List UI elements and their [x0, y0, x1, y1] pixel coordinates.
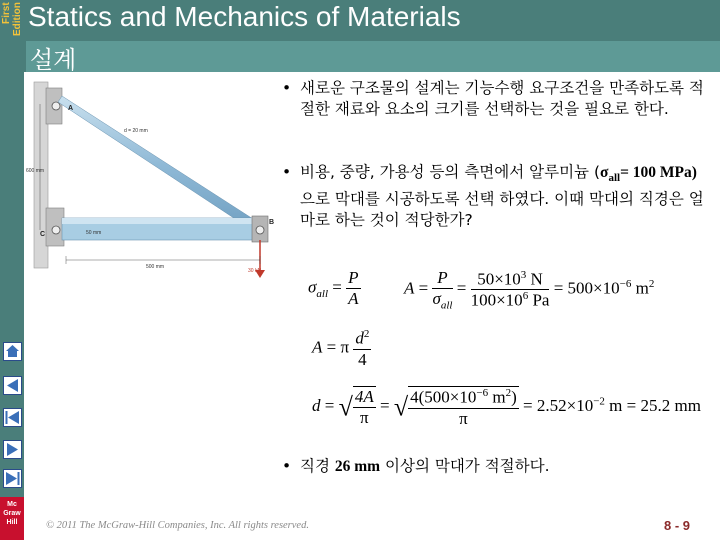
bullet-text-pre: 비용, 중량, 가용성 등의 측면에서 알루미늄 (: [300, 163, 601, 181]
allowable-stress-value: = 100 MPa): [620, 164, 697, 181]
rod-ab: [58, 96, 264, 234]
last-icon[interactable]: [3, 469, 22, 488]
label-a: A: [68, 105, 74, 112]
truss-figure: [26, 74, 276, 290]
bullet-design-definition: [282, 78, 710, 120]
section-bar: [26, 41, 720, 72]
equation-stress: $\sigma_{all}$ = $\frac{P}{A}$: [308, 268, 359, 308]
dim-50-label: 50 mm: [86, 230, 102, 236]
label-c: C: [40, 231, 46, 238]
copyright-notice: © 2011 The McGraw-Hill Companies, Inc. All rights reserved.: [46, 520, 309, 531]
equation-diameter: d = √ $\frac{4A}{\pi}$ = √ $\frac{4(500\times 10^{-6} m^2)}{\pi}$ = $2.52\times 10^{-2}$ m = 25.2 mm: [312, 387, 701, 428]
bullet-dot: •: [282, 457, 292, 475]
next-icon[interactable]: [3, 440, 22, 459]
equation-circle-area: A = π $\frac{d^2}{4}$: [312, 328, 370, 369]
back-icon[interactable]: [3, 376, 22, 395]
bullet-text-pre: 직경: [300, 457, 335, 475]
bullet-text-post: 으로 막대를 시공하도록 선택 하였다. 이때 막대의 직경은 얼마로 하는 것이 적당한가?: [300, 190, 704, 230]
label-b: B: [269, 219, 275, 226]
home-icon[interactable]: [3, 342, 22, 361]
equation-area: A = $\frac{P}{\sigma_{all}}$ = $\frac{50\times 10^3 N}{100\times 10^6 Pa}$ = $500\times 10^{-6}$ $m^2$: [404, 268, 655, 312]
publisher-logo: Mc Graw Hill: [0, 497, 24, 540]
sidebar: [0, 0, 24, 540]
page-number: 8 - 9: [664, 518, 691, 533]
bullet-text: 새로운 구조물의 설계는 기능수행 요구조건을 만족하도록 적절한 재료와 요소의 크기를 선택하는 것을 필요로 한다.: [300, 79, 704, 118]
bullet-dot: •: [282, 79, 292, 97]
course-title: Statics and Mechanics of Materials: [28, 1, 461, 32]
section-title: 설계: [30, 46, 77, 74]
previous-icon[interactable]: [3, 408, 22, 427]
bullet-conclusion: [282, 456, 710, 477]
sigma-subscript: all: [608, 172, 621, 185]
diameter-value: 26 mm: [334, 458, 381, 475]
bullet-problem-statement: [282, 162, 710, 231]
load-label: 30 kN: [248, 268, 262, 274]
dim-500-label: 500 mm: [146, 264, 165, 270]
sigma-symbol: σ: [600, 164, 609, 181]
bullet-text-post: 이상의 막대가 적절하다.: [380, 457, 550, 475]
dim-d-label: d = 20 mm: [124, 128, 148, 134]
dim-600-label: 600 mm: [26, 168, 45, 174]
edition-label: First Edition: [1, 2, 23, 36]
bullet-dot: •: [282, 163, 292, 181]
